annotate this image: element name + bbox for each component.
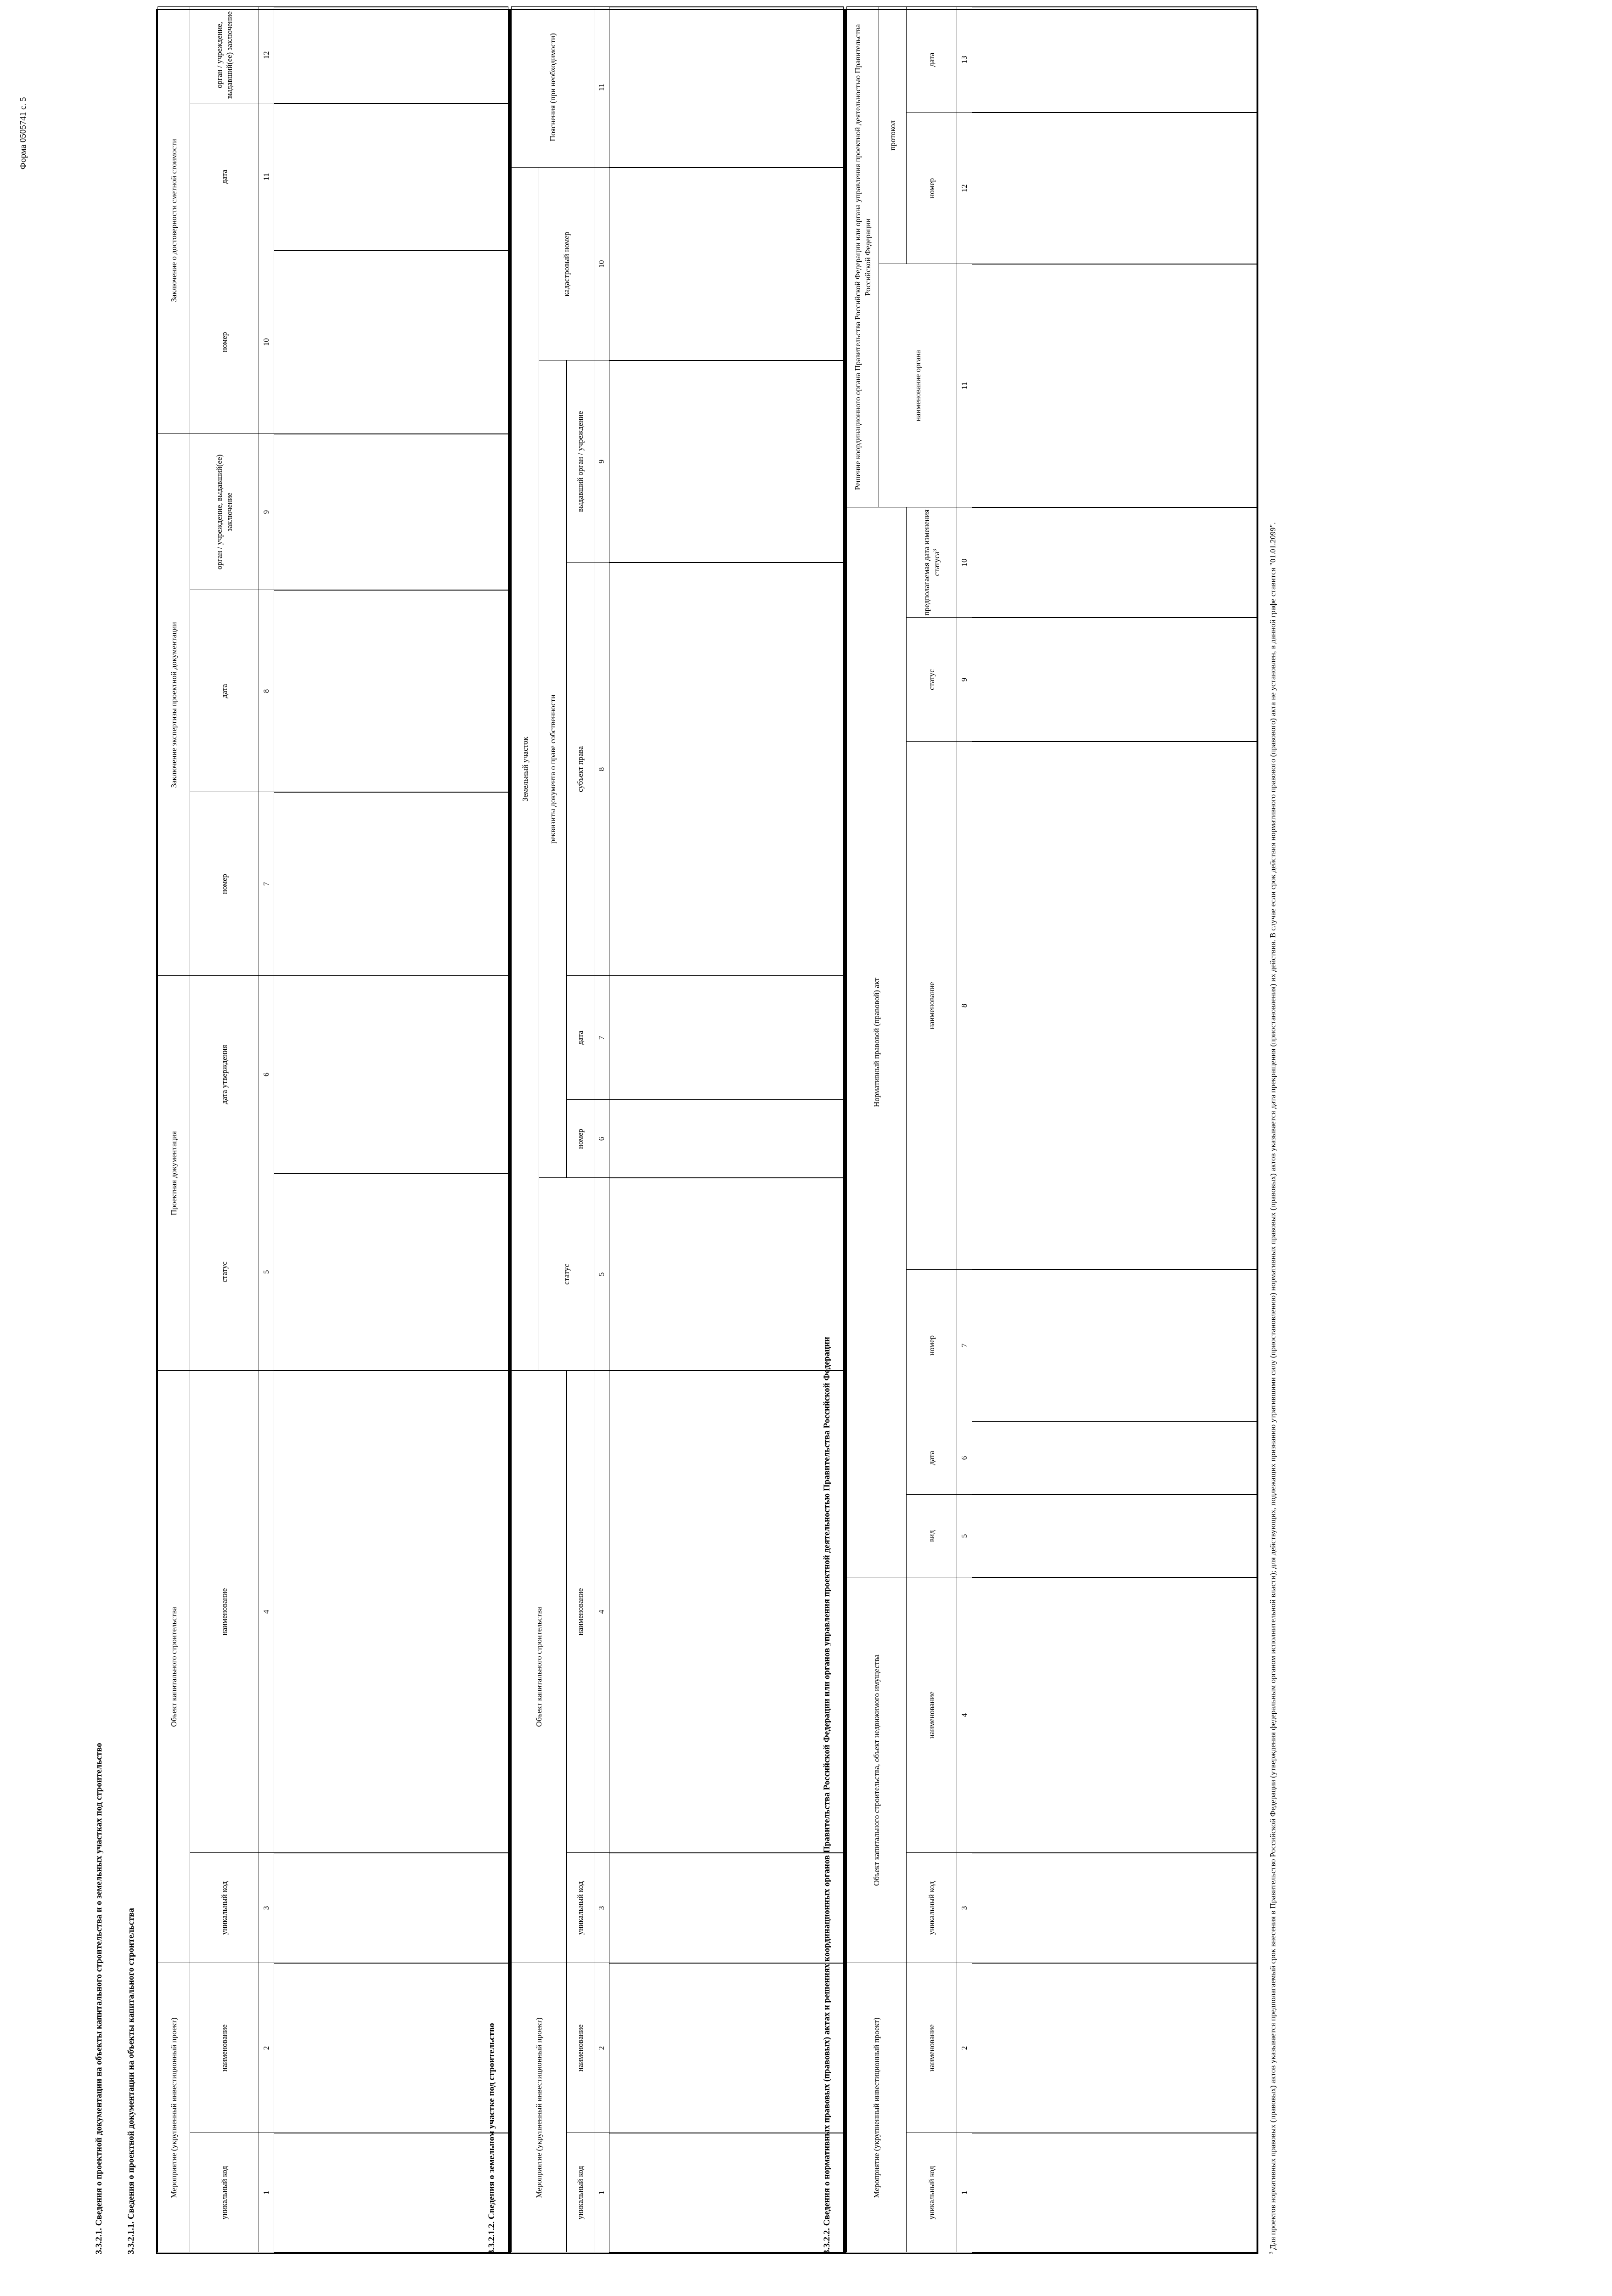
- col-number: 4: [957, 1577, 972, 1853]
- header-measure: Мероприятие (укрупненный инвестиционный проект): [512, 1963, 567, 2252]
- col-name: наименование: [567, 1963, 594, 2133]
- footnote-text: Для проектов нормативных правовых (правовых) актов указывается предполагаемый срок внесения в Правительство Российской Федерации (утверждения федеральным органом исполнительной власти); для действующих, подлежащих признанию утратившими силу (приостановлению) нормативных правовых (правовых) актов указывается дата прекращения (приостановления) их действия. В случае если срок действия нормативного правового (правового) акта не установлен, в данной графе ставится "01.01.2099".: [1268, 522, 1277, 2250]
- col-number: 7: [594, 976, 609, 1100]
- col-number: 1: [259, 2133, 274, 2252]
- header-measure: Мероприятие (укрупненный инвестиционный проект): [847, 1963, 907, 2252]
- col-approval-date: дата утверждения: [190, 976, 259, 1173]
- col-status: статус: [190, 1173, 259, 1371]
- col-number: 12: [957, 113, 972, 264]
- col-unique-code: уникальный код: [567, 2133, 594, 2252]
- table-row[interactable]: [274, 7, 508, 2252]
- col-number: 3: [957, 1853, 972, 1963]
- col-number: 10: [259, 250, 274, 434]
- col-cost-number: номер: [190, 250, 259, 434]
- table-row[interactable]: [972, 7, 1257, 2252]
- col-object-unique-code: уникальный код: [567, 1853, 594, 1963]
- col-cost-date: дата: [190, 103, 259, 250]
- col-doc-number: номер: [567, 1100, 594, 1178]
- footnote-mark: 3: [1268, 2251, 1274, 2254]
- col-object-name: наименование: [567, 1371, 594, 1853]
- col-right-subject: субъект права: [567, 563, 594, 976]
- header-land-plot: Земельный участок: [512, 168, 539, 1371]
- header-object: Объект капитального строительства, объект недвижимого имущества: [847, 1577, 907, 1963]
- header-object: Объект капитального строительства: [512, 1371, 567, 1963]
- col-number: 2: [259, 1963, 274, 2133]
- header-normative-act: Нормативный правовой (правовой) акт: [847, 507, 907, 1577]
- col-expertise-date: дата: [190, 590, 259, 792]
- col-number: 3: [594, 1853, 609, 1963]
- header-project-doc: Проектная документация: [158, 976, 190, 1371]
- land-plot-table: [510, 9, 845, 2254]
- col-number: 11: [594, 7, 609, 168]
- col-status-change-date: предполагаемая дата изменения статуса$^3$: [907, 507, 957, 618]
- header-explanations: Пояснения (при необходимости): [512, 7, 594, 168]
- col-number: 7: [259, 792, 274, 976]
- header-coord-decision: Решение координационного органа Правительства Российской Федерации или органа управления проектной деятельностью Правительства Российской Федерации: [847, 7, 879, 507]
- col-unique-code: уникальный код: [907, 2133, 957, 2252]
- col-unique-code: уникальный код: [190, 2133, 259, 2252]
- header-cost-reliability: Заключение о достоверности сметной стоимости: [158, 7, 190, 434]
- col-act-date: дата: [907, 1421, 957, 1495]
- col-object-name: наименование: [190, 1371, 259, 1853]
- col-number: 10: [957, 507, 972, 618]
- col-act-type: вид: [907, 1495, 957, 1577]
- col-org-name: наименование органа: [879, 264, 957, 507]
- header-protocol: протокол: [879, 7, 907, 264]
- col-status: статус: [539, 1178, 594, 1371]
- header-measure: Мероприятие (укрупненный инвестиционный проект): [158, 1963, 190, 2252]
- col-number: 7: [957, 1270, 972, 1421]
- col-number: 6: [594, 1100, 609, 1178]
- col-number: 2: [957, 1963, 972, 2133]
- col-number: 9: [259, 434, 274, 590]
- col-number: 11: [957, 264, 972, 507]
- col-protocol-date: дата: [907, 7, 957, 113]
- col-name: наименование: [907, 1963, 957, 2133]
- header-expertise: Заключение экспертизы проектной документации: [158, 434, 190, 976]
- col-number: 10: [594, 168, 609, 360]
- footnote: [1268, 96, 1279, 2254]
- header-ownership-docs: реквизиты документа о праве собственности: [539, 360, 567, 1178]
- table1-title: 3.3.2.1.1. Сведения о проектной документации на объекты капитального строительства: [126, 1908, 136, 2254]
- form-code: Форма 0505741 с. 5: [18, 97, 28, 169]
- col-number: 4: [259, 1371, 274, 1853]
- col-number: 12: [259, 7, 274, 103]
- col-number: 5: [259, 1173, 274, 1371]
- col-number: 3: [259, 1853, 274, 1963]
- col-act-number: номер: [907, 1270, 957, 1421]
- col-number: 6: [957, 1421, 972, 1495]
- col-number: 5: [957, 1495, 972, 1577]
- section-title-3321: 3.3.2.1. Сведения о проектной документации на объекты капитального строительства и о земельных участках под строительство: [94, 1743, 104, 2254]
- col-number: 4: [594, 1371, 609, 1853]
- col-cadastral-number: кадастровый номер: [539, 168, 594, 360]
- col-issuer: выдавший орган / учреждение: [567, 360, 594, 563]
- col-expertise-org: орган / учреждение, выдавший(ее) заключение: [190, 434, 259, 590]
- col-number: 9: [594, 360, 609, 563]
- col-expertise-number: номер: [190, 792, 259, 976]
- col-number: 8: [957, 742, 972, 1270]
- col-cost-org: орган / учреждение, выдавший(ее) заключение: [190, 7, 259, 103]
- col-number: 6: [259, 976, 274, 1173]
- table3-title: 3.3.2.2. Сведения о нормативных правовых (правовых) актах и решениях координационных органов Правительства Российской Федерации или органов управления проектной деятельностью Правительства Российской Федерации: [822, 1337, 832, 2254]
- normative-acts-table: [845, 9, 1258, 2254]
- col-doc-date: дата: [567, 976, 594, 1100]
- col-object-name: наименование: [907, 1577, 957, 1853]
- col-number: 1: [594, 2133, 609, 2252]
- col-number: 5: [594, 1178, 609, 1371]
- table2-title: 3.3.2.1.2. Сведения о земельном участке под строительство: [487, 2023, 496, 2254]
- header-object: Объект капитального строительства: [158, 1371, 190, 1963]
- col-name: наименование: [190, 1963, 259, 2133]
- col-object-unique-code: уникальный код: [190, 1853, 259, 1963]
- col-act-status: статус: [907, 618, 957, 742]
- col-number: 2: [594, 1963, 609, 2133]
- col-number: 8: [594, 563, 609, 976]
- col-protocol-number: номер: [907, 113, 957, 264]
- table-row[interactable]: [609, 7, 844, 2252]
- col-number: 11: [259, 103, 274, 250]
- project-documentation-table: [156, 9, 510, 2254]
- footnote-ref: 3: [931, 549, 937, 552]
- col-number: 9: [957, 618, 972, 742]
- col-number: 8: [259, 590, 274, 792]
- col-number: 13: [957, 7, 972, 113]
- col-number: 1: [957, 2133, 972, 2252]
- col-object-unique-code: уникальный код: [907, 1853, 957, 1963]
- col-act-name: наименование: [907, 742, 957, 1270]
